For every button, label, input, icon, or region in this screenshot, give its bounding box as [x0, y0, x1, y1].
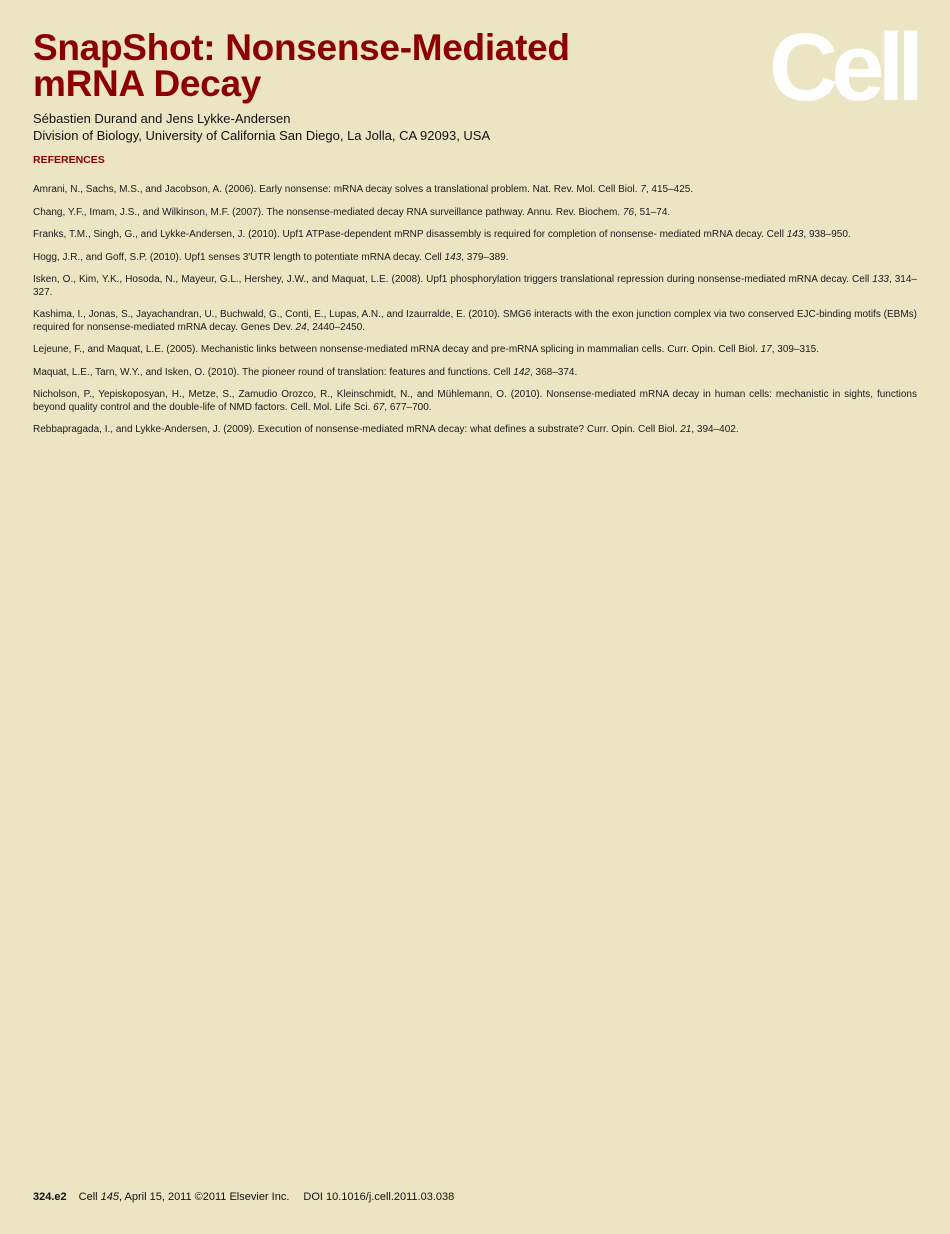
- references-list: [33, 184, 917, 447]
- reference-volume: 143: [444, 251, 462, 263]
- authors: Sébastien Durand and Jens Lykke-Andersen: [33, 111, 291, 126]
- reference-pages: , 379–389.: [461, 251, 509, 263]
- reference-text: Hogg, J.R., and Goff, S.P. (2010). Upf1 senses 3′UTR length to potentiate mRNA decay. Cell: [33, 251, 445, 263]
- reference-item: [33, 184, 917, 197]
- affiliation: Division of Biology, University of California San Diego, La Jolla, CA 92093, USA: [33, 128, 491, 143]
- reference-item: [33, 367, 917, 380]
- citation-suffix: , April 15, 2011 ©2011 Elsevier Inc.: [119, 1191, 290, 1203]
- reference-volume: 24: [295, 321, 307, 333]
- reference-volume: 133: [872, 274, 889, 285]
- reference-volume: 7: [640, 184, 646, 195]
- reference-item: [33, 207, 917, 220]
- reference-volume: 67: [373, 401, 385, 413]
- page-number: 324.e2: [33, 1191, 67, 1203]
- reference-pages: , 2440–2450.: [306, 321, 366, 333]
- page-footer: [33, 1190, 454, 1204]
- reference-item: [33, 424, 917, 437]
- citation-prefix: Cell: [78, 1191, 101, 1203]
- cell-logo: Cell: [768, 14, 917, 121]
- reference-pages: , 415–425.: [645, 184, 694, 195]
- page-title: [33, 27, 733, 104]
- reference-volume: 17: [760, 344, 772, 355]
- reference-volume: 142: [513, 366, 530, 378]
- reference-volume: 21: [680, 424, 692, 435]
- citation-volume: 145: [100, 1191, 120, 1203]
- reference-text: Chang, Y.F., Imam, J.S., and Wilkinson, M.F. (2007). The nonsense-mediated decay RNA surveillance pathway. Annu. Rev. Biochem.: [33, 206, 623, 218]
- reference-item: [33, 229, 917, 242]
- reference-text: Amrani, N., Sachs, M.S., and Jacobson, A. (2006). Early nonsense: mRNA decay solves a translational problem. Nat. Rev. Mol. Cell Biol.: [33, 184, 641, 195]
- reference-item: [33, 252, 917, 265]
- reference-pages: , 51–74.: [634, 206, 671, 218]
- reference-volume: 76: [622, 206, 635, 218]
- reference-item: [33, 309, 917, 334]
- reference-pages: , 394–402.: [691, 424, 739, 435]
- reference-pages: , 677–700.: [384, 401, 432, 413]
- reference-text: Rebbapragada, I., and Lykke-Andersen, J. (2009). Execution of nonsense-mediated mRNA decay: what defines a substrate? Curr. Opin. Cell Biol.: [33, 424, 681, 435]
- reference-pages: , 309–315.: [771, 344, 819, 355]
- doi-link[interactable]: DOI 10.1016/j.cell.2011.03.038: [303, 1191, 455, 1203]
- reference-text: Isken, O., Kim, Y.K., Hosoda, N., Mayeur, G.L., Hershey, J.W., and Maquat, L.E. (2008). Upf1 phosphorylation triggers translational repression during nonsense-mediated mRNA decay. Cell: [33, 274, 873, 285]
- reference-text: Franks, T.M., Singh, G., and Lykke-Andersen, J. (2010). Upf1 ATPase-dependent mRNP disassembly is required for completion of nonsense- mediated mRNA decay. Cell: [33, 229, 787, 240]
- reference-pages: , 368–374.: [529, 366, 578, 378]
- reference-item: [33, 274, 917, 299]
- reference-item: [33, 389, 917, 414]
- reference-text: Maquat, L.E., Tarn, W.Y., and Isken, O. (2010). The pioneer round of translation: features and functions. Cell: [33, 366, 514, 378]
- reference-pages: , 938–950.: [803, 229, 851, 240]
- reference-item: [33, 344, 917, 357]
- reference-pages: , 314–327.: [33, 274, 917, 298]
- reference-text: Lejeune, F., and Maquat, L.E. (2005). Mechanistic links between nonsense-mediated mRNA decay and pre-mRNA splicing in mammalian cells. Curr. Opin. Cell Biol.: [33, 344, 761, 355]
- reference-text: Nicholson, P., Yepiskoposyan, H., Metze, S., Zamudio Orozco, R., Kleinschmidt, N., and Mühlemann, O. (2010). Nonsense-mediated mRNA decay in human cells: mechanistic in sights, functions beyond quality control and the double-life of NMD factors. Cell. Mol. Life Sci.: [33, 389, 917, 413]
- title-line-2: mRNA Decay: [33, 63, 261, 104]
- reference-text: Kashima, I., Jonas, S., Jayachandran, U., Buchwald, G., Conti, E., Lupas, A.N., and Izaurralde, E. (2010). SMG6 interacts with the exon junction complex via two conserved EJC-binding motifs (EBMs) required for nonsense-mediated mRNA decay. Genes Dev.: [33, 309, 917, 333]
- reference-volume: 143: [786, 229, 804, 240]
- references-heading: REFERENCES: [33, 154, 105, 166]
- title-line-1: SnapShot: Nonsense-Mediated: [33, 27, 570, 68]
